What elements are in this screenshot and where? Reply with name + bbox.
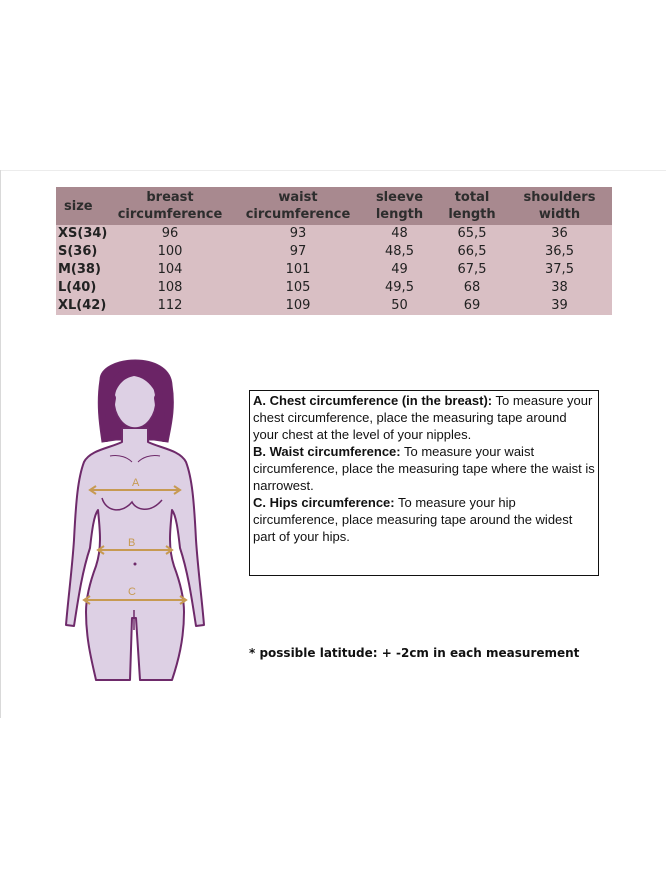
body-silhouette [66, 428, 204, 680]
header-waist-circumference: waist circumference [234, 187, 362, 225]
table-cell: 50 [362, 297, 437, 315]
table-cell: 105 [234, 279, 362, 297]
instruction-hips-title: C. Hips circumference: [253, 495, 395, 510]
header-size: size [56, 187, 106, 225]
left-edge-line [0, 170, 1, 718]
instruction-chest-text: To measure your chest circumference, place the measuring tape around your chest at the level of your nipples. [253, 393, 593, 442]
table-cell: 100 [106, 243, 234, 261]
table-cell: 49,5 [362, 279, 437, 297]
instruction-chest-title: A. Chest circumference (in the breast): [253, 393, 493, 408]
instruction-waist-title: B. Waist circumference: [253, 444, 401, 459]
table-cell: 67,5 [437, 261, 507, 279]
table-cell: 38 [507, 279, 612, 297]
table-cell: 36,5 [507, 243, 612, 261]
table-cell: 48,5 [362, 243, 437, 261]
table-row [56, 225, 612, 243]
table-cell: 112 [106, 297, 234, 315]
table-cell: 93 [234, 225, 362, 243]
latitude-note: * possible latitude: + -2cm in each measurement [249, 646, 580, 660]
tape-label-b: B [128, 537, 136, 549]
tape-label-c: C [128, 586, 136, 598]
table-row [56, 261, 612, 279]
table-cell: 68 [437, 279, 507, 297]
tape-label-a: A [132, 477, 140, 489]
table-cell: 36 [507, 225, 612, 243]
table-cell: 39 [507, 297, 612, 315]
table-cell: XS(34) [58, 226, 108, 241]
body-measurement-figure [60, 350, 210, 685]
table-cell: 65,5 [437, 225, 507, 243]
header-shoulders-width: shoulders width [507, 187, 612, 225]
instruction-chest [253, 392, 595, 443]
table-header-row [56, 187, 612, 225]
table-cell: L(40) [56, 279, 106, 297]
top-divider [0, 170, 666, 171]
table-cell: 48 [362, 225, 437, 243]
instruction-hips [253, 494, 595, 545]
table-row [56, 243, 612, 261]
header-total-length: total length [437, 187, 507, 225]
table-row [56, 279, 612, 297]
measurement-instructions-box [249, 390, 599, 576]
table-cell: S(36) [56, 243, 106, 261]
table-row [56, 297, 612, 315]
table-cell: M(38) [56, 261, 106, 279]
instruction-hips-text: To measure your hip circumference, place measuring tape around the widest part of your hips. [253, 495, 573, 544]
table-cell: 101 [234, 261, 362, 279]
header-breast-circumference: breast circumference [106, 187, 234, 225]
instruction-waist-text: To measure your waist circumference, place the measuring tape where the waist is narrowest. [253, 444, 595, 493]
instruction-waist [253, 443, 595, 494]
table-cell: XL(42) [58, 298, 107, 313]
table-cell: 49 [362, 261, 437, 279]
table-cell: 96 [106, 225, 234, 243]
table-cell: 97 [234, 243, 362, 261]
table-cell: 109 [234, 297, 362, 315]
size-chart-table [56, 187, 612, 315]
table-cell: 37,5 [507, 261, 612, 279]
table-cell: 66,5 [437, 243, 507, 261]
table-cell: 69 [437, 297, 507, 315]
table-cell: 104 [106, 261, 234, 279]
table-cell: 108 [106, 279, 234, 297]
header-sleeve-length: sleeve length [362, 187, 437, 225]
